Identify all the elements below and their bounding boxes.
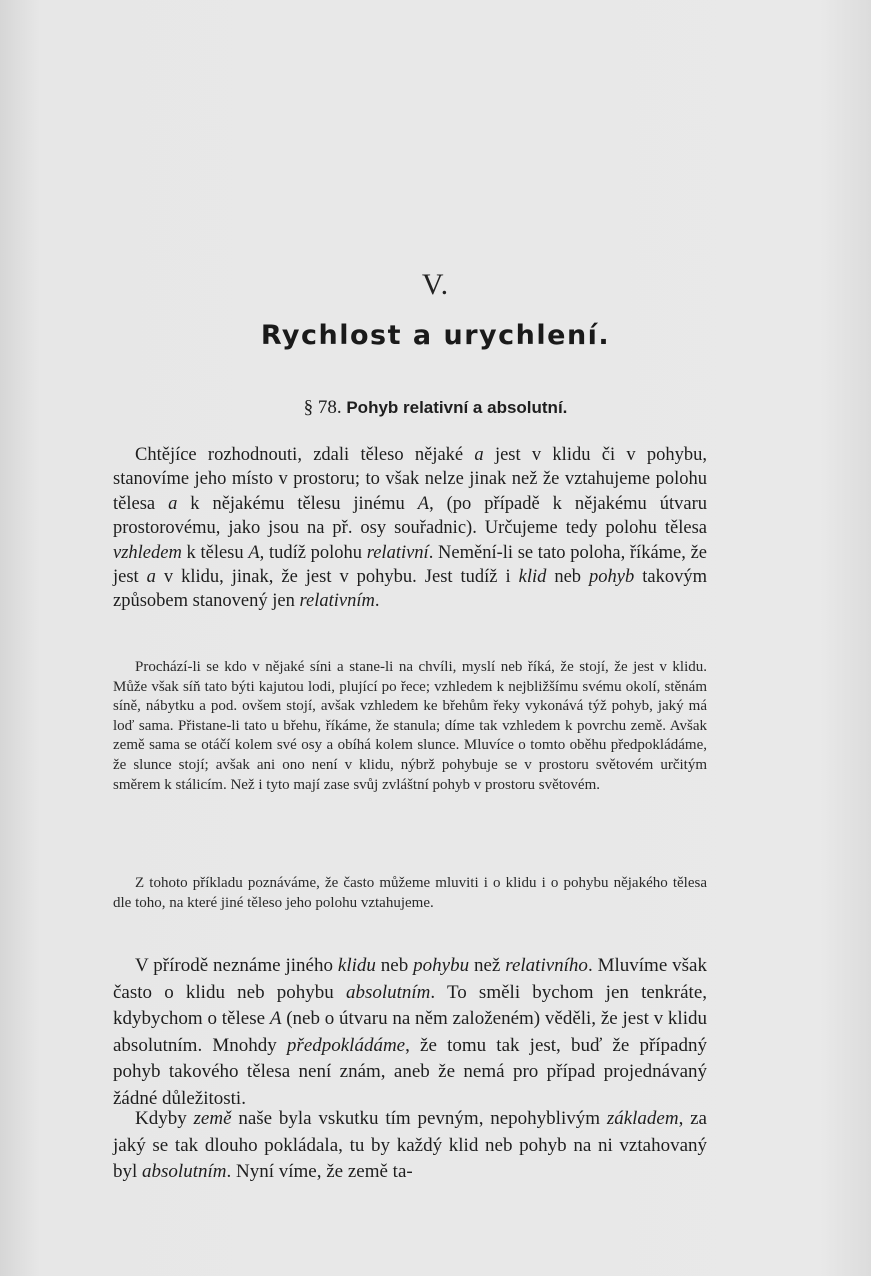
example-paragraph: Prochází-li se kdo v nějaké síni a stane-li na chvíli, myslí neb říká, že stojí, že jest v klidu. Může však síň tato býti kajutou lodi, plující po řece; vzhledem k nejbližšímu svému okolí, stěnám síně, nábytku a pod. ovšem stojí, avšak vzhledem ke břehům řeky vykonává týž pohyb, jaký má loď sama. Přistane-li tato u břehu, říkáme, že stanula; díme tak vzhledem k povrchu země. Avšak země sama se otáčí kolem své osy a obíhá kolem slunce. Mluvíce o tomto oběhu předpokládáme, že slunce stojí; avšak ani ono není v klidu, nýbrž pohybuje se v prostoru světovém určitým směrem k stálicím. Než i tyto mají zase svůj zvláštní pohyb v prostoru světovém. (113, 659, 707, 793)
paragraph-2: V přírodě neznáme jiného klidu neb pohybu než relativního. Mluvíme však často o klidu neb pohybu absolutním. To směli bychom jen tenkráte, kdybychom o tělese A (neb o útvaru na něm založeném) věděli, že jest v klidu absolutním. Mnohdy předpokládáme, že tomu tak jest, buď že případný pohyb takového tělesa není znám, aneb že nemá pro případ projednávaný žádné důležitosti. (113, 955, 707, 1109)
section-heading (0, 397, 871, 419)
chapter-number: V. (421, 268, 450, 301)
example-conclusion: Z tohoto příkladu poznáváme, že často můžeme mluviti i o klidu i o pohybu nějakého tělesa dle toho, na které jiné těleso jeho polohu vztahujeme. (113, 875, 707, 911)
paragraph-1: Chtějíce rozhodnouti, zdali těleso nějaké a jest v klidu či v pohybu, stanovíme jeho místo v prostoru; to však nelze jinak než že vztahujeme polohu tělesa a k nějakému tělesu jinému A, (po případě k nějakému útvaru prostorovému, jako jsou na př. osy souřadnic). Určujeme tedy polohu tělesa vzhledem k tělesu A, tudíž polohu relativní. Nemění-li se tato poloha, říkáme, že jest a v klidu, jinak, že jest v pohybu. Jest tudíž i klid neb pohyb takovým způsobem stanovený jen relativním. (113, 445, 708, 612)
paragraph-3: Kdyby země naše byla vskutku tím pevným, nepohyblivým základem, za jaký se tak dlouho pokládala, tu by každý klid neb pohyb na ni vztahovaný byl absolutním. Nyní víme, že země ta- (113, 1108, 707, 1182)
chapter-title: Rychlost a urychlení. (260, 320, 611, 351)
section-title: Pohyb relativní a absolutní. (346, 398, 568, 417)
section-sign: § 78. (303, 397, 342, 418)
